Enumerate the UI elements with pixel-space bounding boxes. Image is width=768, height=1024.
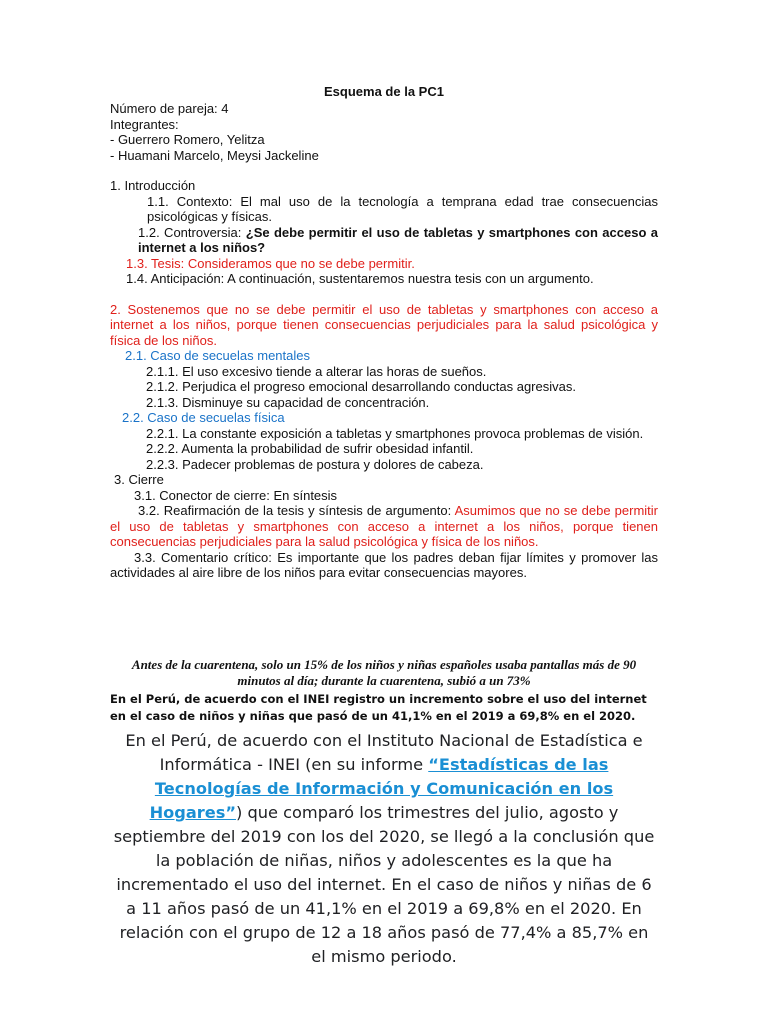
intro-thesis: 1.3. Tesis: Consideramos que no se debe permitir. [126,255,415,271]
document-outline [110,84,658,581]
inei-text-before: En el Perú, de acuerdo con el Instituto Nacional de Estadística e Informática - INEI (en su informe [125,731,643,774]
intro-heading: 1. Introducción [110,178,196,193]
member-item: - Guerrero Romero, Yelitza [110,132,265,147]
document-title: Esquema de la PC1 [324,84,444,99]
intro-controversy [110,225,658,256]
intro-context: 1.1. Contexto: El mal uso de la tecnología a temprana edad trae consecuencias psicológicas y físicas. [147,193,658,224]
closing-reaffirmation [110,503,658,550]
case2-item: 2.2.3. Padecer problemas de postura y dolores de cabeza. [146,456,484,472]
case1-item: 2.1.3. Disminuye su capacidad de concentración. [146,394,430,410]
case2-item: 2.2.2. Aumenta la probabilidad de sufrir obesidad infantil. [146,441,474,456]
closing-connector: 3.1. Conector de cierre: En síntesis [134,487,338,503]
controversy-question: ¿Se debe permitir el uso de tabletas y smartphones con acceso a internet a los niños? [138,224,658,255]
members-label: Integrantes: [110,116,179,132]
member-item: - Huamani Marcelo, Meysi Jackeline [110,147,319,163]
reaffirm-label: 3.2. Reafirmación de la tesis y síntesis de argumento: [138,503,455,518]
reaffirm-text: Asumimos que no se debe permitir el uso de tabletas y smartphones con acceso a internet a los niños, porque tienen consecuencias perjudiciales para la salud psicológica y física de los niños. [110,503,658,549]
case2-item: 2.2.1. La constante exposición a tabletas y smartphones provoca problemas de visión. [146,425,644,441]
inei-text-after: ) que comparó los trimestres del julio, agosto y septiembre del 2019 con los del 2020, se llegó a la conclusión que la población de niñas, niños y adolescentes es la que ha incrementado el uso del internet. En el caso de niños y niñas de 6 a 11 años pasó de un 41,1% en el 2019 a 69,8% en el 2020. En relación con el grupo de 12 a 18 años pasó de 77,4% a 85,7% en el mismo periodo. [113,803,655,966]
case1-heading: 2.1. Caso de secuelas mentales [125,348,310,363]
case1-item: 2.1.1. El uso excesivo tiende a alterar las horas de sueños. [146,363,487,379]
intro-anticipation: 1.4. Anticipación: A continuación, sustentaremos nuestra tesis con un argumento. [126,271,594,286]
argument-heading: 2. Sostenemos que no se debe permitir el uso de tabletas y smartphones con acceso a internet a los niños, porque tienen consecuencias perjudiciales para la salud psicológica y física de los niños. [110,301,658,348]
controversy-label: 1.2. Controversia: [138,224,246,240]
inei-summary: En el Perú, de acuerdo con el INEI registro un incremento sobre el uso del internet en el caso de niños y niñas que pasó de un 41,1% en el 2019 a 69,8% en el 2020. [110,692,647,723]
italic-quote: Antes de la cuarentena, solo un 15% de los niños y niñas españoles usaba pantallas más de 90 minutos al día; durante la cuarentena, subió a un 73% [131,657,637,688]
spacer [110,163,658,178]
case2-heading: 2.2. Caso de secuelas física [122,410,285,425]
inei-report-link[interactable]: “Estadísticas de las Tecnologías de Información y Comunicación en los Hogares” [149,755,614,822]
spacer [110,287,658,302]
closing-comment: 3.3. Comentario crítico: Es importante que los padres deban fijar límites y promover las actividades al aire libre de los niños para evitar consecuencias mayores. [110,549,658,580]
inei-paragraph [110,729,658,969]
case1-item: 2.1.2. Perjudica el progreso emocional desarrollando conductas agresivas. [146,379,576,394]
evidence-section [110,657,658,969]
closing-heading: 3. Cierre [114,472,164,487]
pair-number: Número de pareja: 4 [110,101,229,116]
